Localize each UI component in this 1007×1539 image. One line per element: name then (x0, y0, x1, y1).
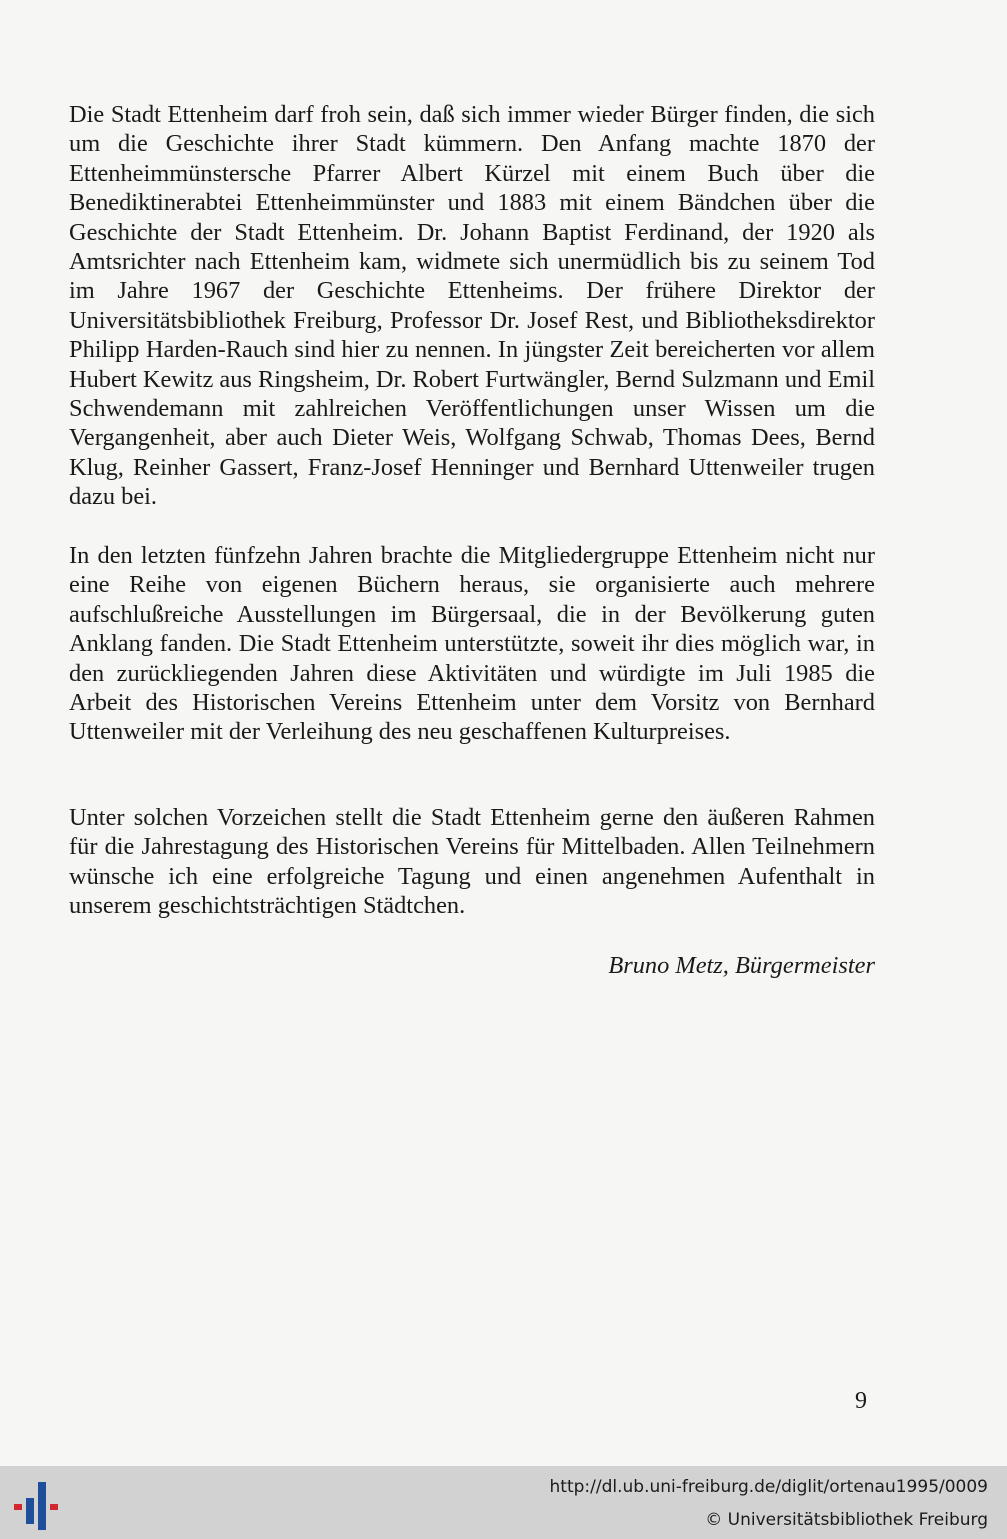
permalink-url[interactable]: http://dl.ub.uni-freiburg.de/diglit/ortenau1995/0009 (549, 1477, 988, 1497)
page-number: 9 (855, 1388, 867, 1414)
copyright-notice: © Universitätsbibliothek Freiburg (705, 1510, 988, 1530)
signature: Bruno Metz, Bürgermeister (608, 952, 875, 979)
paragraph-2: In den letzten fünfzehn Jahren brachte die Mitgliedergruppe Ettenheim nicht nur eine Reihe von eigenen Büchern heraus, sie organisierte auch mehrere aufschlußreiche Ausstellungen im Bürgersaal, die in der Bevölkerung guten Anklang fanden. Die Stadt Ettenheim unterstützte, soweit ihr dies möglich war, in den zurückliegenden Jahren diese Aktivitäten und würdigte im Juli 1985 die Arbeit des Historischen Vereins Ettenheim unter dem Vorsitz von Bernhard Uttenweiler mit der Verleihung des neu geschaffenen Kulturpreises. (69, 542, 875, 746)
ub-freiburg-logo-icon[interactable] (14, 1478, 64, 1530)
paragraph-1: Die Stadt Ettenheim darf froh sein, daß sich immer wieder Bürger finden, die sich um die Geschichte ihrer Stadt kümmern. Den Anfang machte 1870 der Ettenheimmünstersche Pfarrer Albert Kürzel mit einem Buch über die Benediktinerabtei Ettenheimmünster und 1883 mit einem Bändchen über die Geschichte der Stadt Ettenheim. Dr. Johann Baptist Ferdinand, der 1920 als Amtsrichter nach Ettenheim kam, widmete sich unermüdlich bis zu seinem Tod im Jahre 1967 der Geschichte Ettenheims. Der frühere Direktor der Universitätsbibliothek Freiburg, Professor Dr. Josef Rest, und Bibliotheksdirektor Philipp Harden-Rauch sind hier zu nennen. In jüngster Zeit bereicherten vor allem Hubert Kewitz aus Ringsheim, Dr. Robert Furtwängler, Bernd Sulzmann und Emil Schwendemann mit zahlreichen Veröffentlichungen unser Wissen um die Vergangenheit, aber auch Dieter Weis, Wolfgang Schwab, Thomas Dees, Bernd Klug, Reinher Gassert, Franz-Josef Henninger und Bernhard Uttenweiler trugen dazu bei. (69, 101, 875, 511)
paragraph-3: Unter solchen Vorzeichen stellt die Stadt Ettenheim gerne den äußeren Rahmen für die Jahrestagung des Historischen Vereins für Mittelbaden. Allen Teilnehmern wünsche ich eine erfolgreiche Tagung und einen angenehmen Aufenthalt in unserem geschichtsträchtigen Städtchen. (69, 804, 875, 920)
footer-bar (0, 1466, 1007, 1539)
